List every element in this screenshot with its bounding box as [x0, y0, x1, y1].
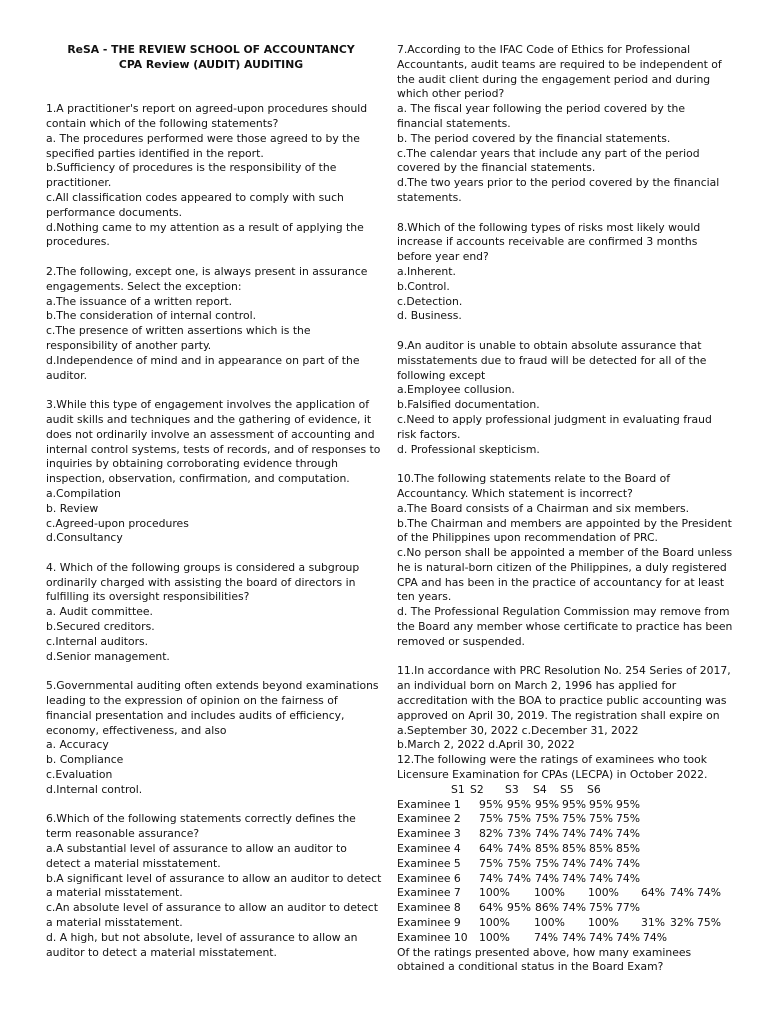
question-line: c.Internal auditors. — [46, 634, 149, 648]
rating-cell: 100% — [479, 930, 510, 944]
rating-cell: 75% — [697, 916, 721, 930]
question-line: 10.The following statements relate to the Board of — [397, 472, 671, 486]
question-line: economy, effectiveness, and also — [46, 723, 227, 737]
question-line: engagements. Select the exception: — [46, 279, 242, 293]
rating-cell: 75% — [535, 812, 559, 826]
rating-cell: 85% — [589, 842, 613, 856]
question-line: covered by the financial statements. — [397, 161, 596, 175]
rating-cell: 75% — [616, 812, 640, 826]
question-line: b.The Chairman and members are appointed by the President — [397, 516, 732, 530]
question-line: a.Compilation — [46, 486, 121, 500]
rating-cell: 75% — [589, 901, 613, 915]
question-line: b.Control. — [397, 279, 450, 293]
question-line: risk factors. — [397, 427, 461, 441]
question-line: b. Compliance — [46, 753, 124, 767]
title-line-2: CPA Review (AUDIT) AUDITING — [118, 57, 304, 71]
column-header: S5 — [560, 782, 574, 796]
rating-cell: 100% — [588, 886, 619, 900]
rating-cell: 86% — [535, 901, 559, 915]
question-line: detect a material misstatement. — [46, 856, 221, 870]
question-line: CPA and has been in the practice of accountancy for at least — [397, 575, 725, 589]
rating-cell: 75% — [507, 812, 531, 826]
question-line: b.Sufficiency of procedures is the responsibility of the — [46, 161, 337, 175]
question-line: 6.Which of the following statements correctly defines the — [46, 812, 356, 826]
question-line: c.All classification codes appeared to comply with such — [46, 190, 344, 204]
question-line: 5.Governmental auditing often extends beyond examinations — [46, 679, 379, 693]
column-header: S1 — [451, 782, 465, 796]
question-line: c.Need to apply professional judgment in evaluating fraud — [397, 412, 712, 426]
rating-cell: 64% — [479, 842, 503, 856]
question-q3 — [46, 398, 381, 546]
question-q1 — [46, 102, 376, 250]
rating-cell: 74% — [479, 871, 503, 885]
rating-cell: 95% — [535, 797, 559, 811]
question-line: c.Evaluation — [46, 768, 113, 782]
question-line: responsibility of another party. — [46, 338, 212, 352]
question-line: b. Review — [46, 501, 99, 515]
question-line: statements. — [397, 190, 462, 204]
question-line: 2.The following, except one, is always present in assurance — [46, 264, 368, 278]
question-line: 8.Which of the following types of risks most likely would — [397, 220, 701, 234]
question-line: d.Consultancy — [46, 531, 123, 545]
rating-cell: 95% — [616, 797, 640, 811]
examinee-name: Examinee 5 — [397, 856, 461, 870]
right-column — [397, 43, 733, 975]
question-line: financial statements. — [397, 116, 511, 130]
column-header: S6 — [587, 782, 601, 796]
question-line: d.The two years prior to the period covered by the financial — [397, 176, 720, 190]
question-line: d.Senior management. — [46, 649, 170, 663]
question-q11 — [397, 664, 731, 753]
question-line: procedures. — [46, 235, 110, 249]
rating-cell: 74% — [507, 842, 531, 856]
question-line: d. Business. — [397, 309, 462, 323]
question-line: d. A high, but not absolute, level of assurance to allow an — [46, 930, 358, 944]
column-header: S4 — [533, 782, 547, 796]
question-q6 — [46, 812, 382, 960]
right-questions — [397, 43, 733, 783]
question-line: 3.While this type of engagement involves the application of — [46, 398, 370, 412]
examinee-name: Examinee 1 — [397, 797, 461, 811]
rating-cell: 64% — [479, 901, 503, 915]
rating-cell: 100% — [534, 886, 565, 900]
rating-cell: 75% — [479, 856, 503, 870]
question-q7 — [397, 43, 727, 206]
question-line: a.A substantial level of assurance to allow an auditor to — [46, 842, 347, 856]
rating-cell: 74% — [616, 827, 640, 841]
question-line: inspection, observation, confirmation, and computation. — [46, 472, 350, 486]
question-line: the Board any member whose certificate to practice has been — [397, 620, 733, 634]
question-line: 4. Which of the following groups is considered a subgroup — [46, 560, 360, 574]
question-line: b. The period covered by the financial statements. — [397, 131, 671, 145]
rating-cell: 75% — [507, 856, 531, 870]
rating-cell: 74% — [697, 886, 721, 900]
examinee-name: Examinee 6 — [397, 871, 461, 885]
title-line-1: ReSA - THE REVIEW SCHOOL OF ACCOUNTANCY — [67, 43, 355, 56]
question-line: a.The Board consists of a Chairman and six members. — [397, 501, 690, 515]
question-line: c.The presence of written assertions which is the — [46, 324, 311, 338]
rating-cell: 74% — [535, 871, 559, 885]
question-line: c.Agreed-upon procedures — [46, 516, 189, 530]
question-line: b.A significant level of assurance to allow an auditor to detect — [46, 871, 382, 885]
rating-cell: 74% — [507, 871, 531, 885]
rating-cell: 32% — [670, 916, 694, 930]
column-header: S2 — [470, 782, 484, 796]
ratings-rows — [397, 798, 727, 946]
rating-cell: 74% — [643, 930, 667, 944]
rating-cell: 74% — [670, 886, 694, 900]
question-line: a.The issuance of a written report. — [46, 294, 233, 308]
question-line: contain which of the following statements? — [46, 116, 279, 130]
question-q4 — [46, 561, 376, 665]
question-line: 11.In accordance with PRC Resolution No. 254 Series of 2017, — [397, 664, 731, 678]
rating-cell: 74% — [562, 901, 586, 915]
table-row — [397, 857, 727, 872]
question-line: inquiries by obtaining corroborating evidence through — [46, 457, 338, 471]
rating-cell: 100% — [588, 916, 619, 930]
ratings-table — [397, 783, 727, 946]
rating-cell: 73% — [507, 827, 531, 841]
rating-cell: 31% — [641, 916, 665, 930]
question-line: d.Nothing came to my attention as a result of applying the — [46, 220, 364, 234]
question-line: b.Falsified documentation. — [397, 398, 540, 412]
question-line: practitioner. — [46, 176, 112, 190]
rating-cell: 75% — [535, 856, 559, 870]
question-line: misstatements due to fraud will be detected for all of the — [397, 353, 707, 367]
question-line: following except — [397, 368, 486, 382]
rating-cell: 74% — [535, 827, 559, 841]
question-q8 — [397, 221, 727, 325]
question-q10 — [397, 472, 733, 650]
rating-cell: 74% — [562, 856, 586, 870]
question-line: which other period? — [397, 87, 505, 101]
question-line: c.No person shall be appointed a member of the Board unless — [397, 546, 733, 560]
rating-cell: 85% — [562, 842, 586, 856]
question-line: 1.A practitioner's report on agreed-upon procedures should — [46, 102, 368, 116]
rating-cell: 75% — [589, 812, 613, 826]
question-line: the audit client during the engagement period and during — [397, 72, 711, 86]
question-line: term reasonable assurance? — [46, 827, 200, 841]
question-line: performance documents. — [46, 205, 183, 219]
question-line: a.September 30, 2022 c.December 31, 2022 — [397, 723, 639, 737]
question-line: he is natural-born citizen of the Philippines, a duly registered — [397, 560, 727, 574]
question-q2 — [46, 265, 376, 383]
left-questions — [46, 102, 382, 960]
rating-cell: 82% — [479, 827, 503, 841]
question-line: b.The consideration of internal control. — [46, 309, 257, 323]
question-line: auditor. — [46, 368, 88, 382]
rating-cell: 95% — [589, 797, 613, 811]
question-line: Licensure Examination for CPAs (LECPA) in October 2022. — [397, 768, 708, 782]
question-line: d. Professional skepticism. — [397, 442, 540, 456]
rating-cell: 74% — [589, 827, 613, 841]
examinee-name: Examinee 7 — [397, 886, 461, 900]
question-line: internal control systems, tests of records, and of responses to — [46, 442, 381, 456]
rating-cell: 95% — [507, 901, 531, 915]
rating-cell: 100% — [479, 916, 510, 930]
question-line: d.Independence of mind and in appearance on part of the — [46, 353, 360, 367]
question-line: a. The fiscal year following the period covered by the — [397, 102, 685, 116]
question-line: 12.The following were the ratings of examinees who took — [397, 753, 708, 767]
question-line: increase if accounts receivable are confirmed 3 months — [397, 235, 698, 249]
table-row — [397, 886, 727, 901]
rating-cell: 74% — [616, 856, 640, 870]
rating-cell: 95% — [479, 797, 503, 811]
examinee-name: Examinee 3 — [397, 827, 461, 841]
examinee-name: Examinee 4 — [397, 842, 461, 856]
question-line: before year end? — [397, 250, 489, 264]
question-line: of the Philippines upon recommendation of PRC. — [397, 531, 658, 545]
question-line: c.An absolute level of assurance to allow an auditor to detect — [46, 901, 378, 915]
question-line: a material misstatement. — [46, 916, 183, 930]
question-line: removed or suspended. — [397, 634, 525, 648]
question-line: approved on April 30, 2019. The registration shall expire on — [397, 708, 720, 722]
rating-cell: 74% — [589, 856, 613, 870]
rating-cell: 85% — [616, 842, 640, 856]
question-line: Accountancy. Which statement is incorrect? — [397, 486, 633, 500]
table-row — [397, 812, 727, 827]
rating-cell: 74% — [589, 871, 613, 885]
table-row — [397, 827, 727, 842]
question-line: an individual born on March 2, 1996 has applied for — [397, 679, 677, 693]
question-line: auditor to detect a material misstatement. — [46, 945, 277, 959]
question-line: a material misstatement. — [46, 886, 183, 900]
question-line: c.The calendar years that include any part of the period — [397, 146, 700, 160]
question-line: a. The procedures performed were those agreed to by the — [46, 131, 360, 145]
question-line: 9.An auditor is unable to obtain absolute assurance that — [397, 338, 702, 352]
left-column — [46, 43, 382, 960]
rating-cell: 100% — [534, 916, 565, 930]
rating-cell: 95% — [507, 797, 531, 811]
question-q5 — [46, 679, 379, 797]
question-line: specified parties identified in the report. — [46, 146, 264, 160]
q12-closing-line: Of the ratings presented above, how many examinees — [397, 945, 692, 959]
question-line: d. The Professional Regulation Commission may remove from — [397, 605, 730, 619]
table-row — [397, 901, 727, 916]
rating-cell: 74% — [616, 930, 640, 944]
question-line: fulfilling its oversight responsibilities? — [46, 590, 250, 604]
rating-cell: 74% — [616, 871, 640, 885]
column-header: S3 — [505, 782, 519, 796]
examinee-name: Examinee 8 — [397, 901, 461, 915]
q12-closing-line: obtained a conditional status in the Board Exam? — [397, 960, 664, 974]
rating-cell: 85% — [535, 842, 559, 856]
rating-cell: 77% — [616, 901, 640, 915]
question-line: a. Audit committee. — [46, 605, 153, 619]
rating-cell: 100% — [479, 886, 510, 900]
rating-cell: 75% — [479, 812, 503, 826]
rating-cell: 74% — [562, 827, 586, 841]
rating-cell: 64% — [641, 886, 665, 900]
question-line: c.Detection. — [397, 294, 463, 308]
table-row — [397, 872, 727, 887]
rating-cell: 74% — [589, 930, 613, 944]
q12-closing — [397, 946, 727, 976]
question-q9 — [397, 339, 727, 457]
rating-cell: 74% — [534, 930, 558, 944]
question-line: Accountants, audit teams are required to be independent of — [397, 57, 722, 71]
question-line: ten years. — [397, 590, 452, 604]
question-line: audit skills and techniques and the gathering of evidence, it — [46, 412, 372, 426]
rating-cell: 74% — [562, 871, 586, 885]
question-line: a. Accuracy — [46, 738, 109, 752]
examinee-name: Examinee 9 — [397, 916, 461, 930]
examinee-name: Examinee 10 — [397, 930, 468, 944]
question-q12_intro — [397, 753, 727, 783]
rating-cell: 75% — [562, 812, 586, 826]
question-line: ordinarily charged with assisting the board of directors in — [46, 575, 356, 589]
question-line: b.March 2, 2022 d.April 30, 2022 — [397, 738, 575, 752]
question-line: a.Employee collusion. — [397, 383, 515, 397]
table-row — [397, 842, 727, 857]
table-row — [397, 916, 727, 931]
question-line: d.Internal control. — [46, 782, 143, 796]
ratings-table-header — [397, 783, 727, 798]
table-row — [397, 931, 727, 946]
table-row — [397, 798, 727, 813]
question-line: leading to the expression of opinion on the fairness of — [46, 694, 338, 708]
rating-cell: 95% — [562, 797, 586, 811]
question-line: b.Secured creditors. — [46, 620, 155, 634]
question-line: financial presentation and includes audits of efficiency, — [46, 708, 345, 722]
question-line: accreditation with the BOA to practice public accounting was — [397, 694, 727, 708]
document-title — [46, 43, 376, 73]
examinee-name: Examinee 2 — [397, 812, 461, 826]
question-line: 7.According to the IFAC Code of Ethics for Professional — [397, 43, 691, 56]
rating-cell: 74% — [562, 930, 586, 944]
question-line: does not ordinarily involve an assessment of accounting and — [46, 427, 375, 441]
question-line: a.Inherent. — [397, 264, 456, 278]
